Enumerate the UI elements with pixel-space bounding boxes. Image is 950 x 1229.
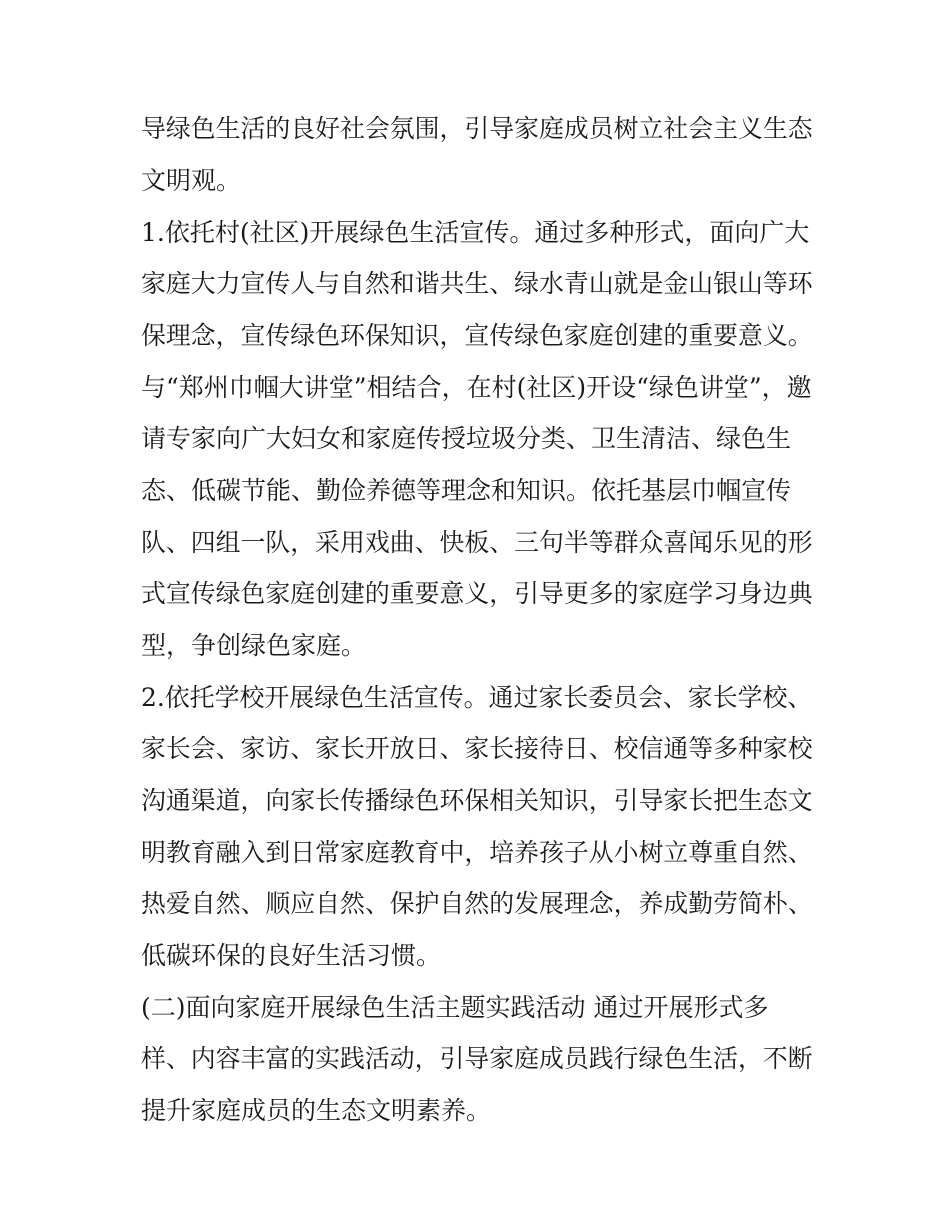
text-line: 沟通渠道，向家长传播绿色环保相关知识，引导家长把生态文 <box>141 786 813 815</box>
text-line: 队、四组一队，采用戏曲、快板、三句半等群众喜闻乐见的形 <box>141 528 813 557</box>
text-line: 请专家向广大妇女和家庭传授垃圾分类、卫生清洁、绿色生 <box>141 424 792 453</box>
text-line: 低碳环保的良好生活习惯。 <box>141 941 442 970</box>
text-line: 文明观。 <box>141 166 242 195</box>
text-line: 明教育融入到日常家庭教育中，培养孩子从小树立尊重自然、 <box>141 838 813 867</box>
text-line: 2.依托学校开展绿色生活宣传。通过家长委员会、家长学校、 <box>141 683 813 712</box>
text-line: 家庭大力宣传人与自然和谐共生、绿水青山就是金山银山等环 <box>141 269 813 298</box>
text-line: 与“郑州巾帼大讲堂”相结合，在村(社区)开设“绿色讲堂”，邀 <box>141 373 812 402</box>
text-line: 型，争创绿色家庭。 <box>141 631 367 660</box>
text-line: 式宣传绿色家庭创建的重要意义，引导更多的家庭学习身边典 <box>141 579 813 608</box>
text-line: 提升家庭成员的生态文明素养。 <box>141 1096 492 1125</box>
text-line: 家长会、家访、家长开放日、家长接待日、校信通等多种家校 <box>141 734 813 763</box>
text-line: 样、内容丰富的实践活动，引导家庭成员践行绿色生活，不断 <box>141 1044 813 1073</box>
text-line: 1.依托村(社区)开展绿色生活宣传。通过多种形式，面向广大 <box>141 218 810 247</box>
text-line: 热爱自然、顺应自然、保护自然的发展理念，养成勤劳简朴、 <box>141 889 813 918</box>
text-line: 态、低碳节能、勤俭养德等理念和知识。依托基层巾帼宣传 <box>141 476 792 505</box>
text-line: 导绿色生活的良好社会氛围，引导家庭成员树立社会主义生态 <box>141 114 813 143</box>
text-line: (二)面向家庭开展绿色生活主题实践活动 通过开展形式多 <box>141 993 769 1022</box>
text-line: 保理念，宣传绿色环保知识，宣传绿色家庭创建的重要意义。 <box>141 321 813 350</box>
